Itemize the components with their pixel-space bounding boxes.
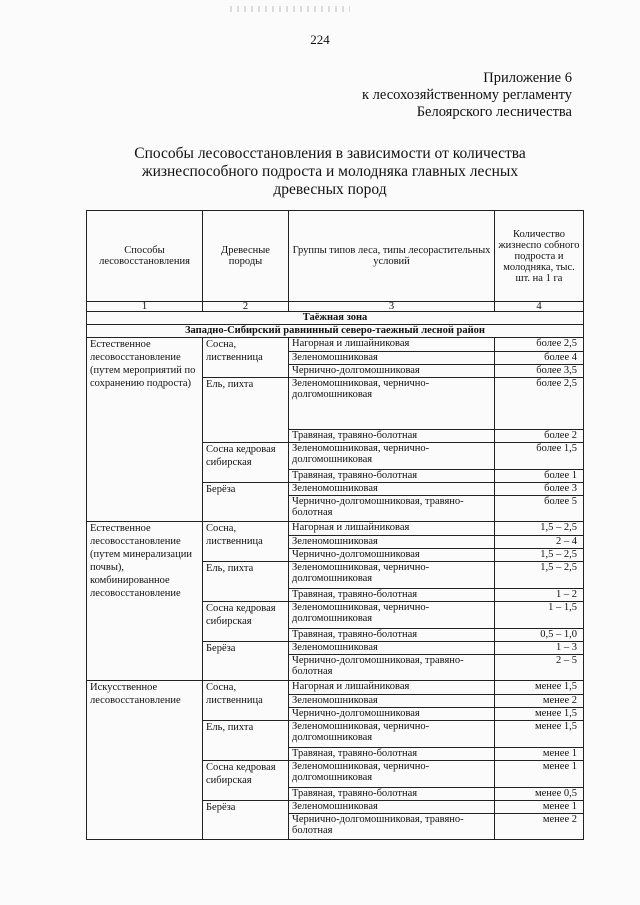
- tree-cell: Сосна, лиственница: [203, 522, 289, 562]
- value-cell: более 1,5: [495, 443, 584, 470]
- region-row: [87, 325, 584, 338]
- forest-type-cell: Травяная, травяно-болотная: [289, 589, 495, 602]
- tree-cell: Ель, пихта: [203, 562, 289, 602]
- value-cell: 2 – 4: [495, 536, 584, 549]
- scan-artifact: [230, 6, 350, 12]
- forest-type-cell: Травяная, травяно-болотная: [289, 748, 495, 761]
- value-cell: 1,5 – 2,5: [495, 562, 584, 589]
- value-cell: более 2: [495, 430, 584, 443]
- value-cell: менее 1: [495, 761, 584, 788]
- forest-type-cell: Зеленомошниковая, чернично-долгомошниковая: [289, 761, 495, 788]
- value-cell: более 5: [495, 496, 584, 522]
- region-label: Западно-Сибирский равнинный северо-таежный лесной район: [87, 325, 584, 338]
- tree-cell: Сосна кедровая сибирская: [203, 602, 289, 642]
- forest-type-cell: Зеленомошниковая: [289, 352, 495, 365]
- value-cell: менее 1,5: [495, 681, 584, 695]
- table-row: [87, 522, 584, 536]
- zone-label: Таёжная зона: [87, 312, 584, 325]
- header-methods: Способы лесовосстановления: [87, 211, 203, 302]
- forest-type-cell: Травяная, травяно-болотная: [289, 470, 495, 483]
- tree-cell: Сосна кедровая сибирская: [203, 761, 289, 801]
- value-cell: более 3: [495, 483, 584, 496]
- appendix-header: [362, 70, 572, 121]
- appendix-line-2: к лесохозяйственному регламенту: [362, 87, 572, 103]
- forest-type-cell: Зеленомошниковая: [289, 801, 495, 814]
- tree-cell: Берёза: [203, 801, 289, 840]
- col-number: 3: [289, 302, 495, 312]
- forest-type-cell: Зеленомошниковая: [289, 536, 495, 549]
- value-cell: менее 2: [495, 695, 584, 708]
- forest-type-cell: Травяная, травяно-болотная: [289, 788, 495, 801]
- header-trees: Древесные породы: [203, 211, 289, 302]
- appendix-line-1: Приложение 6: [483, 70, 572, 86]
- forest-type-cell: Зеленомошниковая, чернично-долгомошниковая: [289, 378, 495, 430]
- tree-cell: Берёза: [203, 483, 289, 522]
- method-cell: Искусственное лесовосстановление: [87, 681, 203, 840]
- col-number: 1: [87, 302, 203, 312]
- value-cell: 0,5 – 1,0: [495, 629, 584, 642]
- value-cell: менее 1,5: [495, 721, 584, 748]
- forest-type-cell: Зеленомошниковая: [289, 483, 495, 496]
- forest-type-cell: Травяная, травяно-болотная: [289, 430, 495, 443]
- value-cell: более 4: [495, 352, 584, 365]
- forest-type-cell: Чернично-долгомошниковая: [289, 708, 495, 721]
- appendix-line-3: Белоярского лесничества: [416, 104, 572, 120]
- forest-type-cell: Зеленомошниковая, чернично-долгомошниковая: [289, 721, 495, 748]
- reforestation-table: [86, 210, 584, 840]
- value-cell: более 3,5: [495, 365, 584, 378]
- table-header-row: [87, 211, 584, 302]
- forest-type-cell: Зеленомошниковая, чернично-долгомошниковая: [289, 562, 495, 589]
- value-cell: менее 1: [495, 801, 584, 814]
- header-forest-types: Группы типов леса, типы лесорастительных условий: [289, 211, 495, 302]
- value-cell: 1 – 1,5: [495, 602, 584, 629]
- col-number: 4: [495, 302, 584, 312]
- table-row: [87, 681, 584, 695]
- value-cell: 1,5 – 2,5: [495, 522, 584, 536]
- value-cell: 1 – 3: [495, 642, 584, 655]
- value-cell: менее 0,5: [495, 788, 584, 801]
- tree-cell: Сосна, лиственница: [203, 681, 289, 721]
- forest-type-cell: Зеленомошниковая, чернично-долгомошниковая: [289, 602, 495, 629]
- value-cell: 1,5 – 2,5: [495, 549, 584, 562]
- document-title: Способы лесовосстановления в зависимости от количества жизнеспособного подроста и молодняка главных лесных древесных пород: [134, 145, 526, 198]
- page-number: 224: [310, 32, 330, 47]
- value-cell: более 1: [495, 470, 584, 483]
- method-cell: Естественное лесовосстановление (путем минерализации почвы), комбинированное лесовосстановление: [87, 522, 203, 681]
- header-quantity: Количество жизнеспо собного подроста и молодняка, тыс. шт. на 1 га: [495, 211, 584, 302]
- tree-cell: Сосна кедровая сибирская: [203, 443, 289, 483]
- method-cell: Естественное лесовосстановление (путем мероприятий по сохранению подроста): [87, 338, 203, 522]
- col-number: 2: [203, 302, 289, 312]
- forest-type-cell: Нагорная и лишайниковая: [289, 681, 495, 695]
- value-cell: менее 1,5: [495, 708, 584, 721]
- forest-type-cell: Чернично-долгомошниковая, травяно-болотная: [289, 496, 495, 522]
- value-cell: 1 – 2: [495, 589, 584, 602]
- value-cell: менее 2: [495, 814, 584, 840]
- forest-type-cell: Чернично-долгомошниковая, травяно-болотная: [289, 655, 495, 681]
- value-cell: более 2,5: [495, 378, 584, 430]
- forest-type-cell: Чернично-долгомошниковая: [289, 549, 495, 562]
- forest-type-cell: Нагорная и лишайниковая: [289, 338, 495, 352]
- table-row: [87, 338, 584, 352]
- forest-type-cell: Чернично-долгомошниковая: [289, 365, 495, 378]
- value-cell: более 2,5: [495, 338, 584, 352]
- forest-type-cell: Нагорная и лишайниковая: [289, 522, 495, 536]
- forest-type-cell: Чернично-долгомошниковая, травяно-болотная: [289, 814, 495, 840]
- tree-cell: Ель, пихта: [203, 721, 289, 761]
- tree-cell: Сосна, лиственница: [203, 338, 289, 378]
- forest-type-cell: Зеленомошниковая, чернично-долгомошниковая: [289, 443, 495, 470]
- forest-type-cell: Травяная, травяно-болотная: [289, 629, 495, 642]
- column-numbers-row: [87, 302, 584, 312]
- tree-cell: Берёза: [203, 642, 289, 681]
- value-cell: менее 1: [495, 748, 584, 761]
- zone-row: [87, 312, 584, 325]
- forest-type-cell: Зеленомошниковая: [289, 695, 495, 708]
- value-cell: 2 – 5: [495, 655, 584, 681]
- tree-cell: Ель, пихта: [203, 378, 289, 443]
- forest-type-cell: Зеленомошниковая: [289, 642, 495, 655]
